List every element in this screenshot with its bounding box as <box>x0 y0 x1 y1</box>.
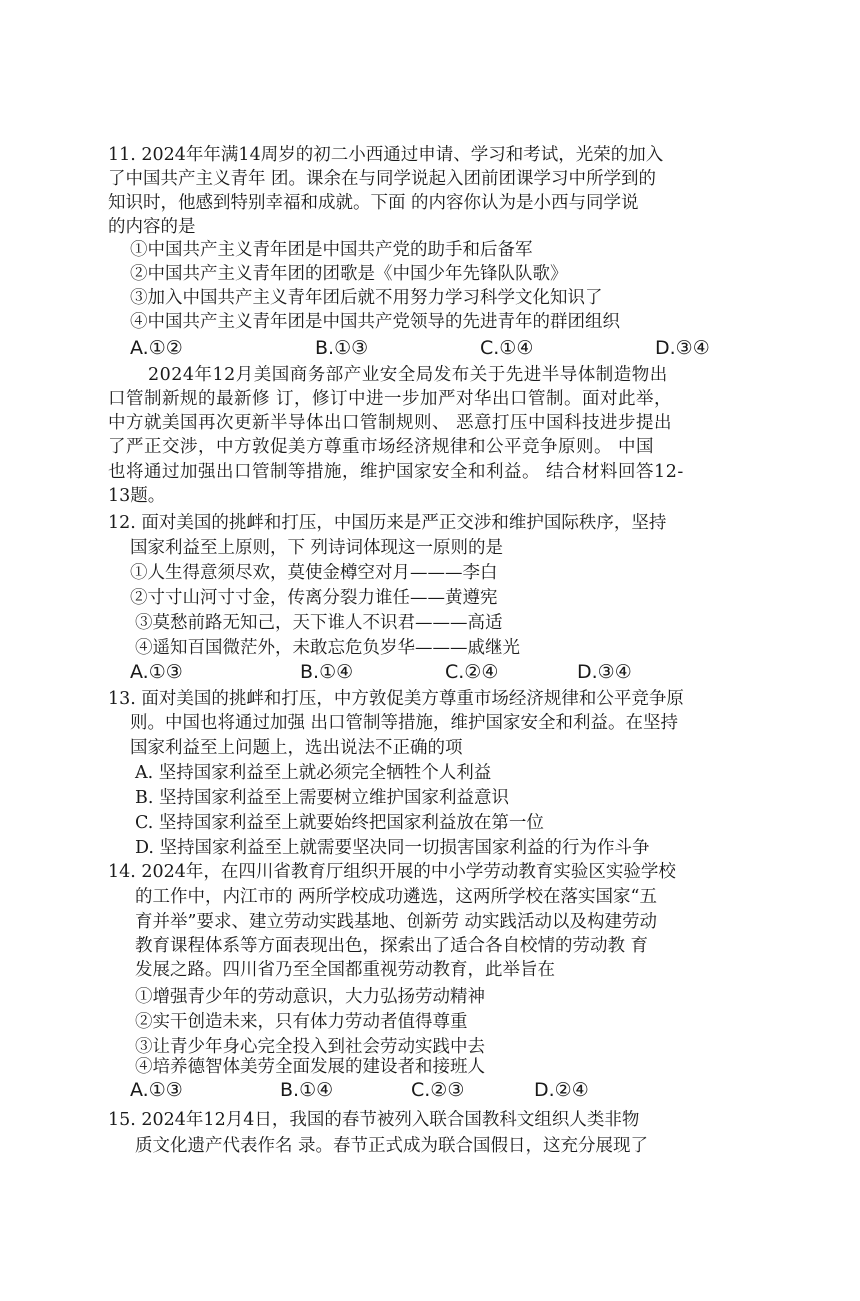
question-12-item-3: ③莫愁前路无知己，天下谁人不识君———高适 <box>135 613 503 633</box>
question-15-stem-line: 质文化遗产代表作名 录。春节正式成为联合国假日，这充分展现了 <box>135 1136 649 1156</box>
option-d[interactable]: D.③④ <box>655 337 710 359</box>
option-a[interactable]: A.①③ <box>130 661 183 683</box>
question-12-item-4: ④遥知百国微茫外，未敢忘危负岁华———戚继光 <box>135 638 520 658</box>
question-12-stem-line: 12. 面对美国的挑衅和打压，中国历来是严正交涉和维护国际秩序，坚持 <box>108 513 667 533</box>
question-13-option-d[interactable]: D. 坚持国家利益至上就需要坚决同一切损害国家利益的行为作斗争 <box>135 838 650 858</box>
material-line: 中方就美国再次更新半导体出口管制规则、 恶意打压中国科技进步提出 <box>108 413 673 433</box>
question-14-item-3: ③让青少年身心完全投入到社会劳动实践中去 <box>135 1037 485 1057</box>
option-d[interactable]: D.③④ <box>577 661 632 683</box>
question-15-stem-line: 15. 2024年12月4日，我国的春节被列入联合国教科文组织人类非物 <box>108 1110 640 1130</box>
question-12-item-1: ①人生得意须尽欢，莫使金樽空对月———李白 <box>130 563 498 583</box>
question-14-stem-line: 发展之路。四川省乃至全国都重视劳动教育，此举旨在 <box>135 960 555 980</box>
question-11-stem-line: 的内容的是 <box>108 217 196 237</box>
material-line: 也将通过加强出口管制等措施，维护国家安全和利益。 结合材料回答12- <box>108 462 684 482</box>
option-b[interactable]: B.①④ <box>280 1079 334 1101</box>
question-13-stem-line: 则。中国也将通过加强 出口管制等措施，维护国家安全和利益。在坚持 <box>130 713 679 733</box>
option-b[interactable]: B.①④ <box>300 661 354 683</box>
option-b[interactable]: B.①③ <box>315 337 369 359</box>
question-11-stem-line: 知识时，他感到特别幸福和成就。下面 的内容你认为是小西与同学说 <box>108 193 639 213</box>
option-a[interactable]: A.①③ <box>130 1079 183 1101</box>
question-14-stem-line: 的工作中，内江市的 两所学校成功遴选，这两所学校在落实国家“五 <box>135 887 658 907</box>
material-line: 2024年12月美国商务部产业安全局发布关于先进半导体制造物出 <box>148 365 668 385</box>
question-13-stem-line: 国家利益至上问题上，选出说法不正确的项 <box>130 738 463 758</box>
question-11-item-2: ②中国共产主义青年团的团歌是《中国少年先锋队队歌》 <box>130 264 568 284</box>
question-13-option-b[interactable]: B. 坚持国家利益至上需要树立维护国家利益意识 <box>135 788 509 808</box>
question-13-option-c[interactable]: C. 坚持国家利益至上就要始终把国家利益放在第一位 <box>135 813 544 833</box>
option-a[interactable]: A.①② <box>130 337 183 359</box>
option-c[interactable]: C.②③ <box>411 1079 465 1101</box>
question-12-stem-line: 国家利益至上原则，下 列诗词体现这一原则的是 <box>130 538 504 558</box>
question-14-item-1: ①增强青少年的劳动意识，大力弘扬劳动精神 <box>135 987 485 1007</box>
question-11-item-4: ④中国共产主义青年团是中国共产党领导的先进青年的群团组织 <box>130 312 620 332</box>
question-14-item-2: ②实干创造未来，只有体力劳动者值得尊重 <box>135 1012 468 1032</box>
question-11-item-1: ①中国共产主义青年团是中国共产党的助手和后备军 <box>130 240 533 260</box>
question-13-stem-line: 13. 面对美国的挑衅和打压，中方敦促美方尊重市场经济规律和公平竞争原 <box>108 689 684 709</box>
question-11-item-3: ③加入中国共产主义青年团后就不用努力学习科学文化知识了 <box>130 288 603 308</box>
material-line: 口管制新规的最新修 订，修订中进一步加严对华出口管制。面对此举， <box>108 389 673 409</box>
question-13-option-a[interactable]: A. 坚持国家利益至上就必须完全牺牲个人利益 <box>135 763 492 783</box>
question-12-item-2: ②寸寸山河寸寸金，传离分裂力谁任——黄遵宪 <box>130 588 498 608</box>
question-11-stem-line: 了中国共产主义青年 团。课余在与同学说起入团前团课学习中所学到的 <box>108 169 657 189</box>
question-14-stem-line: 教育课程体系等方面表现出色，探索出了适合各自校情的劳动教 育 <box>135 936 649 956</box>
question-14-stem-line: 育并举”要求、建立劳动实践基地、创新劳 动实践活动以及构建劳动 <box>135 912 658 932</box>
question-11-stem-line: 11. 2024年年满14周岁的初二小西通过申请、学习和考试，光荣的加入 <box>108 145 664 165</box>
material-line: 13题。 <box>108 486 166 506</box>
option-c[interactable]: C.②④ <box>445 661 499 683</box>
question-14-stem-line: 14. 2024年，在四川省教育厅组织开展的中小学劳动教育实验区实验学校 <box>108 862 676 882</box>
option-c[interactable]: C.①④ <box>480 337 534 359</box>
option-d[interactable]: D.②④ <box>534 1079 589 1101</box>
material-line: 了严正交涉，中方敦促美方尊重市场经济规律和公平竞争原则。 中国 <box>108 437 655 457</box>
question-14-item-4: ④培养德智体美劳全面发展的建设者和接班人 <box>135 1057 485 1077</box>
